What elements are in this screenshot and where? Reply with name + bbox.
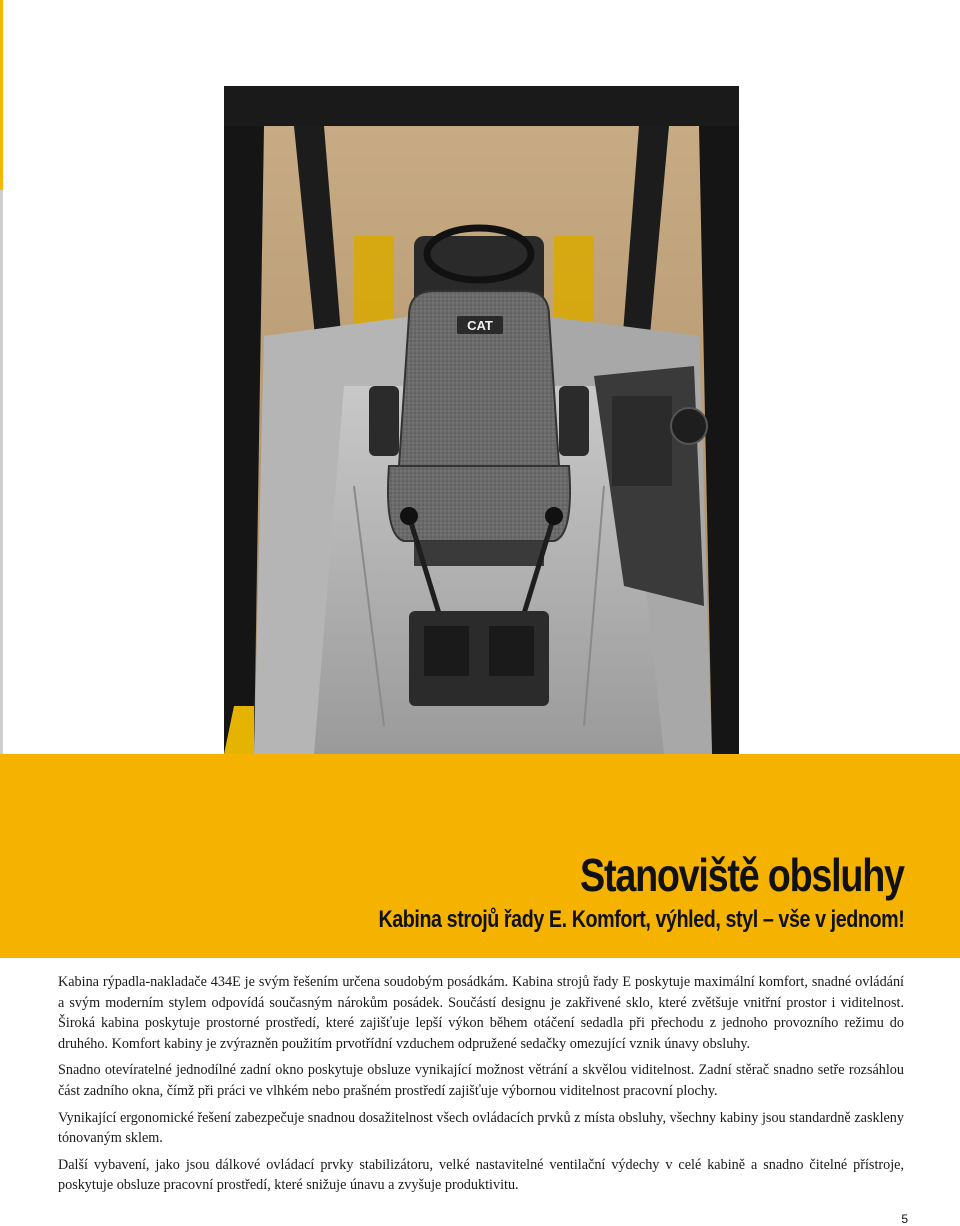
cab-interior-illustration — [224, 86, 739, 754]
page-number: 5 — [901, 1212, 908, 1226]
paragraph: Další vybavení, jako jsou dálkové ovládací prvky stabilizátoru, velké nastavitelné ventilační výdechy v celé kabině a snadno čitelné přístroje, poskytuje obsluze pracovní prostředí, které snižuje únavu a zvyšuje produktivitu. — [58, 1156, 904, 1194]
cab-interior-photo — [224, 86, 739, 754]
left-gray-stripe — [0, 190, 3, 755]
page-title: Stanoviště obsluhy — [580, 849, 904, 901]
body-text — [58, 972, 904, 1202]
page-subtitle: Kabina strojů řady E. Komfort, výhled, styl – vše v jednom! — [378, 906, 904, 933]
paragraph: Kabina rýpadla-nakladače 434E je svým řešením určena soudobým posádkám. Kabina strojů řady E poskytuje maximální komfort, snadné ovládání a svým moderním stylem odpovídá současným nárokům posádek. Součástí designu je zakřivené sklo, které zvětšuje vnitřní prostor i viditelnost. Široká kabina poskytuje prostorné prostředí, které zajišťuje lepší výkon během otáčení sedadla při přechodu z jednoho provozního režimu do druhého. Komfort kabiny je zvýrazněn použitím prvotřídní vzduchem odpružené sedačky omezující vznik únavy obsluhy. — [58, 974, 904, 1052]
paragraph: Snadno otevíratelné jednodílné zadní okno poskytuje obsluze vynikající možnost větrání a skvělou viditelnost. Zadní stěrač snadno setře rozsáhlou část zadního okna, čímž při práci ve vlhkém nebo prašném prostředí zajišťuje výbornou viditelnost pracovní plochy. — [58, 1062, 904, 1099]
seat-logo: CAT — [467, 318, 493, 333]
paragraph: Vynikající ergonomické řešení zabezpečuje snadnou dosažitelnost všech ovládacích prvků z místa obsluhy, všechny kabiny jsou standardně zaskleny tónovaným sklem. — [58, 1109, 904, 1147]
left-accent-stripe — [0, 0, 3, 190]
